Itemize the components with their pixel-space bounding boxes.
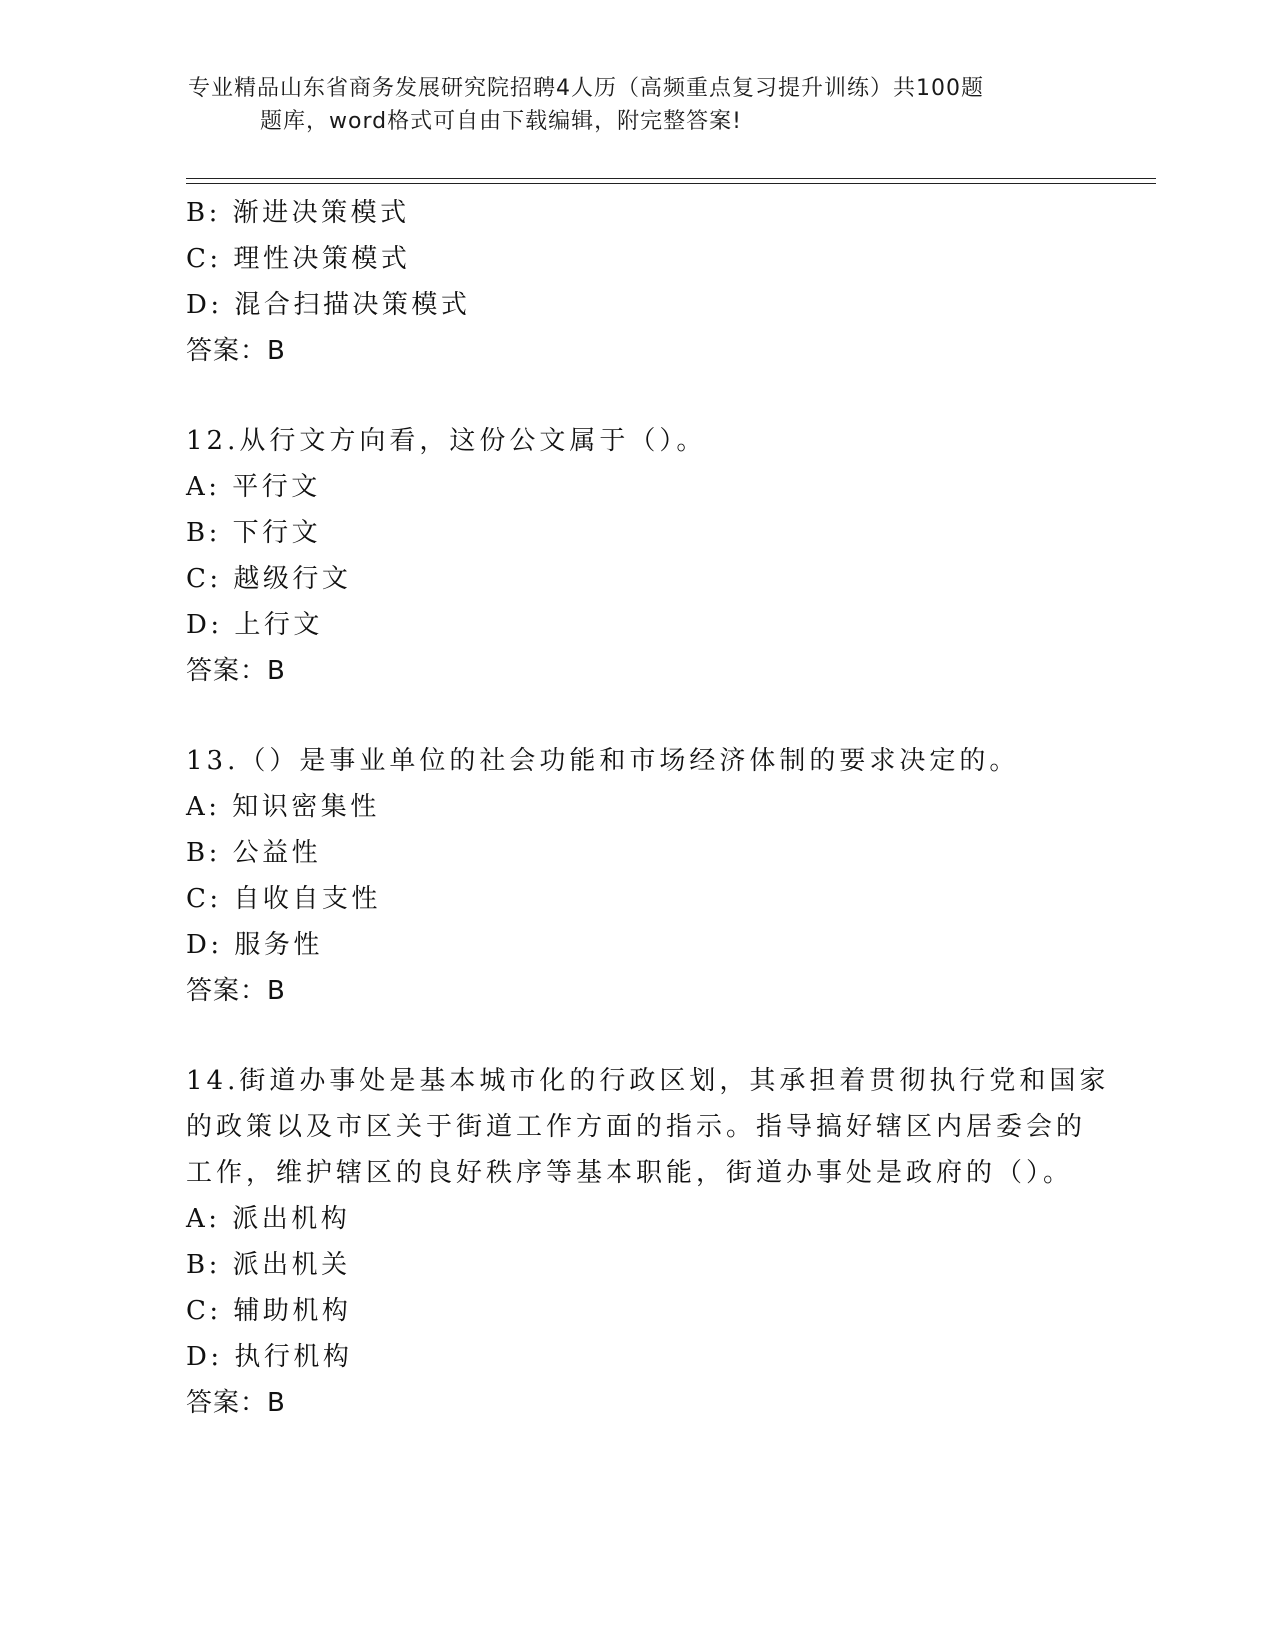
question-spacer [186, 374, 1086, 418]
option-c: C: 辅助机构 [186, 1296, 352, 1326]
option-a: A: 知识密集性 [186, 792, 380, 822]
option-a: A: 派出机构 [186, 1204, 351, 1234]
option-b: B: 渐进决策模式 [186, 198, 410, 228]
question-13 [186, 738, 1086, 1014]
header-divider-top [186, 178, 1156, 179]
option-d: D: 执行机构 [186, 1342, 353, 1372]
question-14 [186, 1058, 1110, 1426]
question-stem-line-2: 的政策以及市区关于街道工作方面的指示。指导搞好辖区内居委会的 [186, 1112, 1087, 1142]
question-list [186, 190, 1110, 1426]
question-stem-line-3: 工作，维护辖区的良好秩序等基本职能，街道办事处是政府的（）。 [186, 1158, 1074, 1188]
answer-line: 答案：B [186, 1388, 286, 1418]
answer-line: 答案：B [186, 656, 286, 686]
question-stem: 13.（）是事业单位的社会功能和市场经济体制的要求决定的。 [186, 746, 1020, 776]
option-c: C: 自收自支性 [186, 884, 381, 914]
option-c: C: 理性决策模式 [186, 244, 411, 274]
option-d: D: 混合扫描决策模式 [186, 290, 471, 320]
answer-line: 答案：B [186, 336, 286, 366]
question-stem-line-1: 14.街道办事处是基本城市化的行政区划，其承担着贯彻执行党和国家 [186, 1066, 1110, 1096]
question-spacer [186, 694, 1086, 738]
header-divider-bottom [186, 183, 1156, 184]
option-b: B: 派出机关 [186, 1250, 351, 1280]
option-c: C: 越级行文 [186, 564, 352, 594]
header-title-line-2: 题库，word格式可自由下载编辑，附完整答案! [260, 109, 742, 134]
question-11-continued [186, 190, 1086, 374]
question-12 [186, 418, 1086, 694]
option-d: D: 服务性 [186, 930, 323, 960]
question-stem: 12.从行文方向看，这份公文属于（）。 [186, 426, 707, 456]
option-d: D: 上行文 [186, 610, 323, 640]
header-title-line-1: 专业精品山东省商务发展研究院招聘4人历（高频重点复习提升训练）共100题 [188, 76, 984, 101]
question-spacer [186, 1014, 1086, 1058]
option-b: B: 公益性 [186, 838, 322, 868]
answer-line: 答案：B [186, 976, 286, 1006]
document-header [188, 72, 1068, 138]
option-a: A: 平行文 [186, 472, 321, 502]
option-b: B: 下行文 [186, 518, 322, 548]
